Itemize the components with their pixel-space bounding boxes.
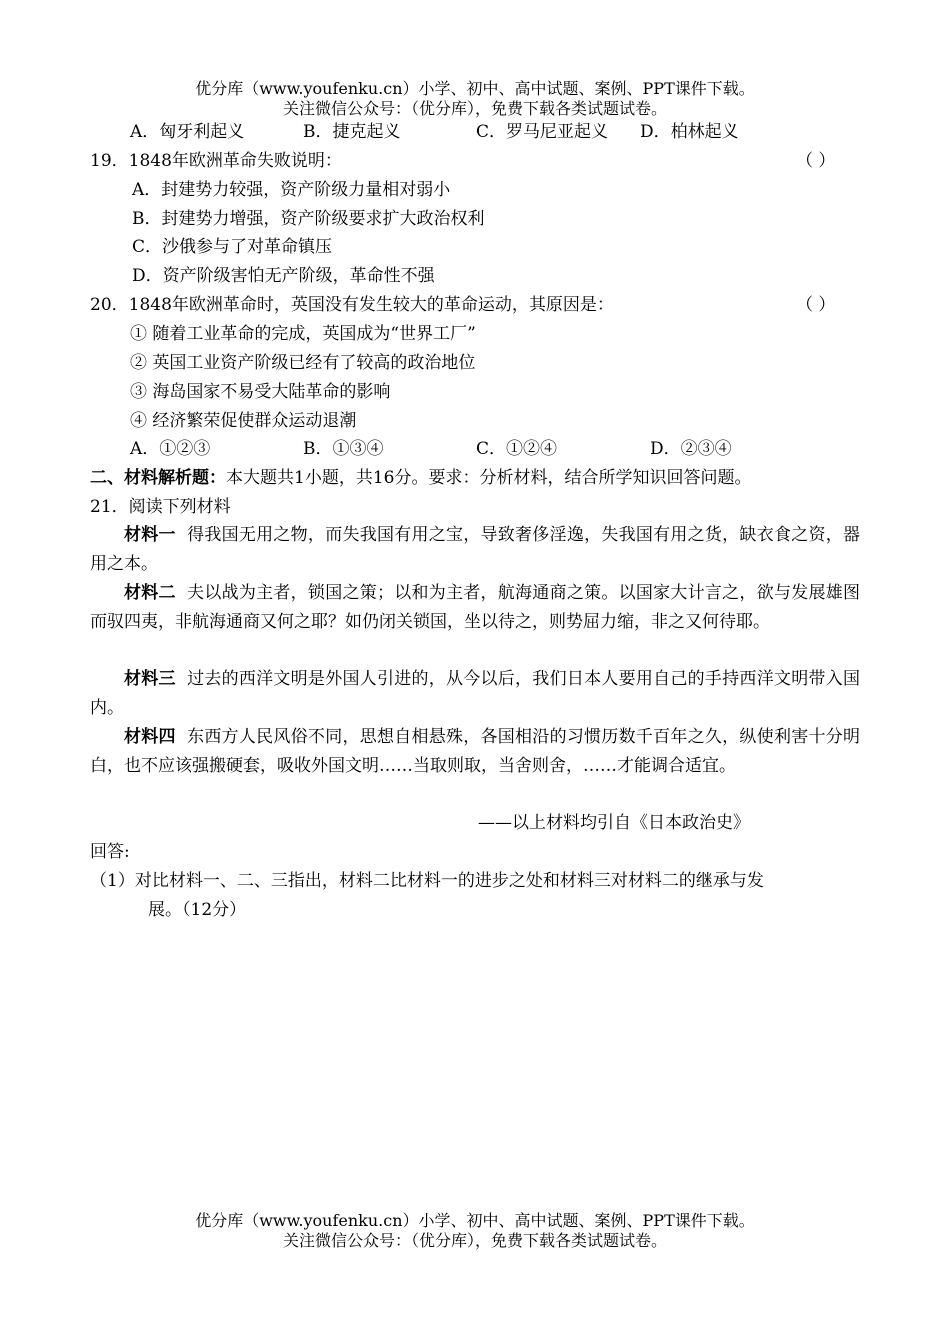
- q19-option-b: B．封建势力增强，资产阶级要求扩大政治权利: [132, 209, 485, 229]
- q19-stem: 19．1848年欧洲革命失败说明：: [90, 151, 342, 171]
- q20-item-1: ① 随着工业革命的完成，英国成为“世界工厂”: [130, 324, 476, 344]
- q18-option-d: D．柏林起义: [640, 122, 739, 142]
- material-2-text: 夫以战为主者，锁国之策；以和为主者，航海通商之策。以国家大计言之，欲与发展雄图而驭四夷，非航海通商又何之耶？如仍闭关锁国，坐以待之，则势屈力缩，非之又何待耶。: [90, 583, 860, 632]
- material-4: [90, 723, 860, 781]
- sub-question-1-number: （1）: [90, 871, 135, 891]
- sub-question-1-text: 对比材料一、二、三指出，材料二比材料一的进步之处和材料三对材料二的继承与发: [134, 871, 764, 891]
- footer-line-2: 关注微信公众号：（优分库），免费下载各类试题试卷。: [282, 1231, 667, 1250]
- q18-option-c: C．罗马尼亚起义: [476, 122, 609, 142]
- q20-option-d: D．②③④: [650, 439, 732, 459]
- material-1-text: 得我国无用之物，而失我国有用之宝，导致奢侈淫逸，失我国有用之货，缺衣食之资，器用之本。: [90, 525, 860, 574]
- material-4-text: 东西方人民风俗不同，思想自相悬殊，各国相沿的习惯历数千百年之久，纵使利害十分明白，也不应该强搬硬套，吸收外国文明……当取则取，当舍则舍，……才能调合适宜。: [90, 727, 860, 776]
- sub-question-1-line-2: 展。（12分）: [148, 900, 247, 920]
- q20-option-a: A．①②③: [130, 439, 211, 459]
- q20-option-c: C．①②④: [476, 439, 558, 459]
- section-2-desc: 本大题共1小题，共16分。要求：分析材料，结合所学知识回答问题。: [226, 468, 752, 488]
- section-2-title: 二、材料解析题：: [90, 468, 226, 488]
- material-2-label: 材料二: [124, 583, 176, 603]
- header-line-2: 关注微信公众号：（优分库），免费下载各类试题试卷。: [282, 99, 667, 118]
- material-2: [90, 579, 860, 637]
- material-4-label: 材料四: [124, 727, 176, 747]
- header-line-1: 优分库（www.youfenku.cn）小学、初中、高中试题、案例、PPT课件下载。: [195, 79, 755, 98]
- material-3: [90, 665, 860, 723]
- q19-option-c: C．沙俄参与了对革命镇压: [132, 237, 333, 257]
- section-2-heading: [90, 466, 751, 490]
- q19-option-a: A．封建势力较强，资产阶级力量相对弱小: [132, 180, 451, 200]
- q20-item-4: ④ 经济繁荣促使群众运动退潮: [130, 411, 357, 431]
- sub-question-1-line-1: [90, 869, 764, 893]
- q19-answer-paren: （ ）: [796, 151, 836, 171]
- q18-option-a: A．匈牙利起义: [130, 122, 245, 142]
- q20-item-2: ② 英国工业资产阶级已经有了较高的政治地位: [130, 353, 476, 373]
- q18-option-b: B．捷克起义: [303, 122, 401, 142]
- footer-line-1: 优分库（www.youfenku.cn）小学、初中、高中试题、案例、PPT课件下载。: [195, 1211, 755, 1230]
- q21-stem: 21．阅读下列材料: [90, 497, 231, 517]
- material-1: [90, 521, 860, 579]
- q20-answer-paren: （ ）: [796, 295, 836, 315]
- q20-item-3: ③ 海岛国家不易受大陆革命的影响: [130, 382, 391, 402]
- material-3-text: 过去的西洋文明是外国人引进的，从今以后，我们日本人要用自己的手持西洋文明带入国内。: [90, 669, 860, 718]
- material-3-label: 材料三: [124, 669, 176, 689]
- material-1-label: 材料一: [124, 525, 176, 545]
- q19-option-d: D．资产阶级害怕无产阶级，革命性不强: [132, 266, 435, 286]
- q20-option-b: B．①③④: [303, 439, 384, 459]
- answer-label: 回答:: [90, 842, 130, 862]
- q20-stem: 20．1848年欧洲革命时，英国没有发生较大的革命运动，其原因是：: [90, 295, 614, 315]
- material-source: ——以上材料均引自《日本政治史》: [478, 813, 750, 833]
